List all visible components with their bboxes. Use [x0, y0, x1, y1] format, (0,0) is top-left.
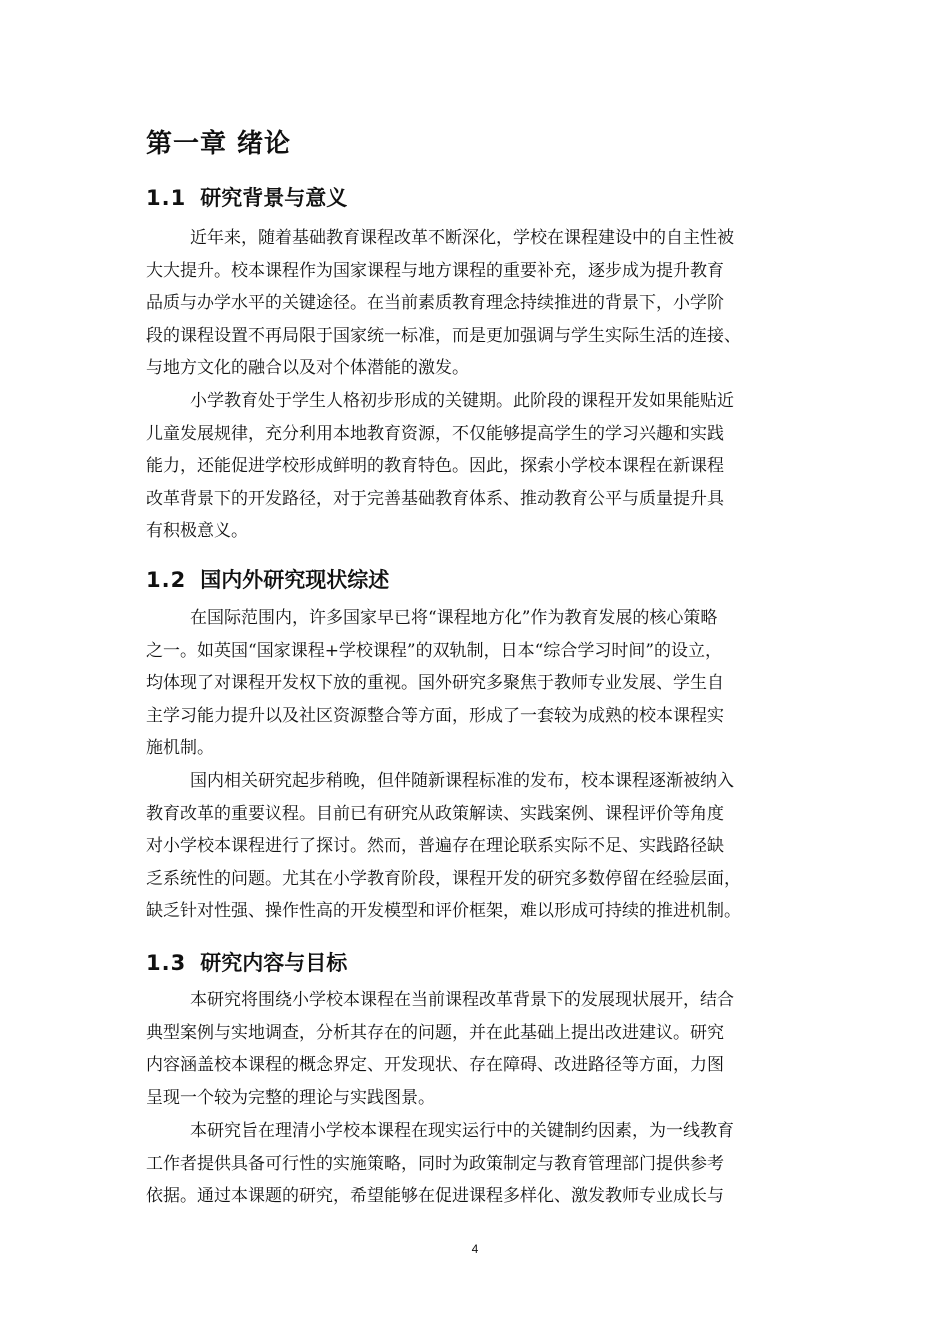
text-line: 依据。通过本课题的研究，希望能够在促进课程多样化、激发教师专业成长与 — [146, 1186, 724, 1206]
text-line: 能力，还能促进学校形成鲜明的教育特色。因此，探索小学校本课程在新课程 — [146, 456, 724, 476]
section-heading — [146, 182, 347, 214]
paragraph — [146, 385, 826, 548]
chapter-title: 第一章 绪论 — [146, 129, 292, 159]
text-line: 在国际范围内，许多国家早已将“课程地方化”作为教育发展的核心策略 — [190, 608, 718, 628]
text-line: 均体现了对课程开发权下放的重视。国外研究多聚焦于教师专业发展、学生自 — [146, 673, 724, 693]
text-line: 段的课程设置不再局限于国家统一标准，而是更加强调与学生实际生活的连接、 — [146, 325, 741, 346]
section-title: 国内外研究现状综述 — [200, 568, 390, 592]
paragraph — [146, 222, 826, 385]
section-title: 研究背景与意义 — [200, 186, 348, 210]
text-line: 改革背景下的开发路径，对于完善基础教育体系、推动教育公平与质量提升具 — [146, 488, 724, 509]
section-number: 1.1 — [146, 186, 187, 210]
text-line: 本研究将围绕小学校本课程在当前课程改革背景下的发展现状展开，结合 — [190, 990, 734, 1010]
text-line: 教育改革的重要议程。目前已有研究从政策解读、实践案例、课程评价等角度 — [146, 803, 724, 824]
text-line: 乏系统性的问题。尤其在小学教育阶段，课程开发的研究多数停留在经验层面， — [146, 868, 741, 889]
section-heading — [146, 947, 347, 979]
text-line: 有积极意义。 — [146, 521, 248, 541]
text-line: 本研究旨在理清小学校本课程在现实运行中的关键制约因素，为一线教育 — [190, 1121, 734, 1141]
section-heading — [146, 564, 389, 596]
text-line: 内容涵盖校本课程的概念界定、开发现状、存在障碍、改进路径等方面，力图 — [146, 1055, 724, 1075]
text-line: 近年来，随着基础教育课程改革不断深化，学校在课程建设中的自主性被 — [190, 228, 734, 248]
section-number: 1.2 — [146, 568, 187, 592]
text-line: 国内相关研究起步稍晚，但伴随新课程标准的发布，校本课程逐渐被纳入 — [190, 771, 734, 791]
text-line: 儿童发展规律，充分利用本地教育资源，不仅能够提高学生的学习兴趣和实践 — [146, 423, 724, 444]
text-line: 施机制。 — [146, 738, 214, 758]
page-number: 4 — [471, 1242, 479, 1256]
paragraph — [146, 984, 826, 1114]
text-line: 呈现一个较为完整的理论与实践图景。 — [146, 1087, 435, 1108]
text-line: 之一。如英国“国家课程+学校课程”的双轨制，日本“综合学习时间”的设立， — [146, 640, 723, 661]
section-number: 1.3 — [146, 951, 187, 975]
paragraph — [146, 1115, 826, 1213]
text-line: 小学教育处于学生人格初步形成的关键期。此阶段的课程开发如果能贴近 — [190, 391, 734, 411]
text-line: 品质与办学水平的关键途径。在当前素质教育理念持续推进的背景下，小学阶 — [146, 293, 724, 313]
paragraph — [146, 765, 826, 928]
section-title: 研究内容与目标 — [200, 951, 348, 975]
text-line: 工作者提供具备可行性的实施策略，同时为政策制定与教育管理部门提供参考 — [146, 1153, 724, 1174]
text-line: 典型案例与实地调查，分析其存在的问题，并在此基础上提出改进建议。研究 — [146, 1022, 724, 1043]
text-line: 对小学校本课程进行了探讨。然而，普遍存在理论联系实际不足、实践路径缺 — [146, 836, 724, 856]
text-line: 主学习能力提升以及社区资源整合等方面，形成了一套较为成熟的校本课程实 — [146, 705, 724, 726]
text-line: 与地方文化的融合以及对个体潜能的激发。 — [146, 358, 469, 378]
text-line: 缺乏针对性强、操作性高的开发模型和评价框架，难以形成可持续的推进机制。 — [146, 901, 741, 921]
paragraph — [146, 602, 826, 765]
text-line: 大大提升。校本课程作为国家课程与地方课程的重要补充，逐步成为提升教育 — [146, 260, 724, 281]
